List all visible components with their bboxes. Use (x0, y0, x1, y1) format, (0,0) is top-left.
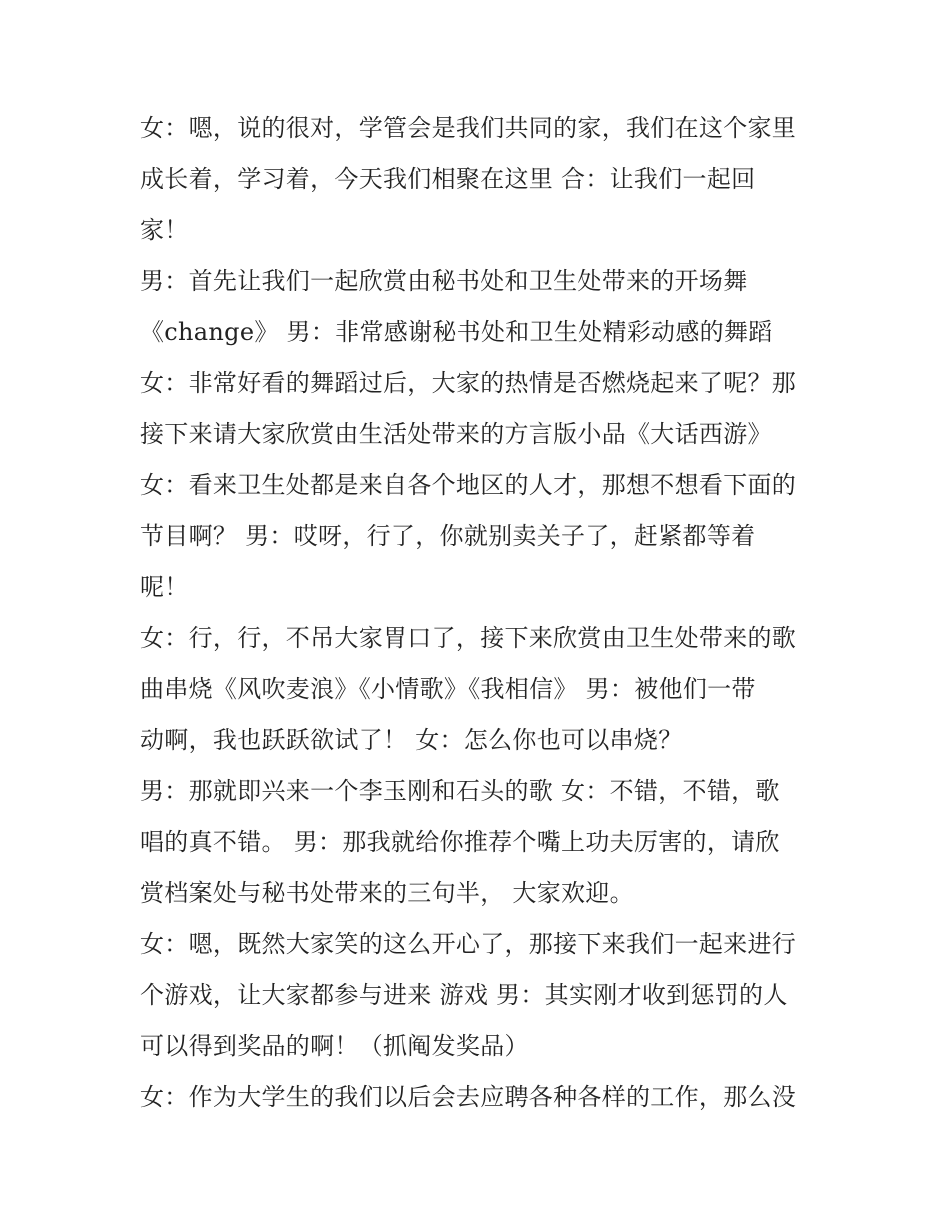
text-line: 女：看来卫生处都是来自各个地区的人才，那想不想看下面的 (140, 471, 797, 499)
text-line: 赏档案处与秘书处带来的三句半， 大家欢迎。 (140, 879, 634, 907)
text-line: 曲串烧《风吹麦浪》《小情歌》《我相信》 男：被他们一带 (140, 675, 756, 703)
text-line: 唱的真不错。 男：那我就给你推荐个嘴上功夫厉害的，请欣 (140, 828, 780, 856)
text-line: 女：嗯，说的很对，学管会是我们共同的家，我们在这个家里 (140, 114, 797, 142)
text-line: 动啊，我也跃跃欲试了！ 女：怎么你也可以串烧？ (140, 726, 683, 754)
text-line: 女：嗯，既然大家笑的这么开心了，那接下来我们一起来进行 (140, 930, 797, 958)
text-line: 个游戏，让大家都参与进来 游戏 男：其实刚才收到惩罚的人 (140, 981, 788, 1009)
text-line: 男：首先让我们一起欣赏由秘书处和卫生处带来的开场舞 (140, 267, 748, 295)
text-line: 家！ (140, 216, 189, 244)
text-line: 成长着，学习着，今天我们相聚在这里 合：让我们一起回 (140, 165, 756, 193)
text-line: 女：非常好看的舞蹈过后，大家的热情是否燃烧起来了呢？那 (140, 369, 797, 397)
text-line: 呢！ (140, 573, 189, 601)
text-line: 接下来请大家欣赏由生活处带来的方言版小品《大话西游》 (140, 420, 772, 448)
text-line: 可以得到奖品的啊！（抓阄发奖品） (140, 1032, 529, 1060)
text-line: 女：行，行，不吊大家胃口了，接下来欣赏由卫生处带来的歌 (140, 624, 797, 652)
text-line: 女：作为大学生的我们以后会去应聘各种各样的工作，那么没 (140, 1083, 797, 1111)
text-line: 《change》 男：非常感谢秘书处和卫生处精彩动感的舞蹈 (140, 318, 773, 346)
text-line: 男：那就即兴来一个李玉刚和石头的歌 女：不错，不错，歌 (140, 777, 780, 805)
text-line: 节目啊？ 男：哎呀，行了，你就别卖关子了，赶紧都等着 (140, 522, 756, 550)
script-text-body (140, 103, 820, 1123)
